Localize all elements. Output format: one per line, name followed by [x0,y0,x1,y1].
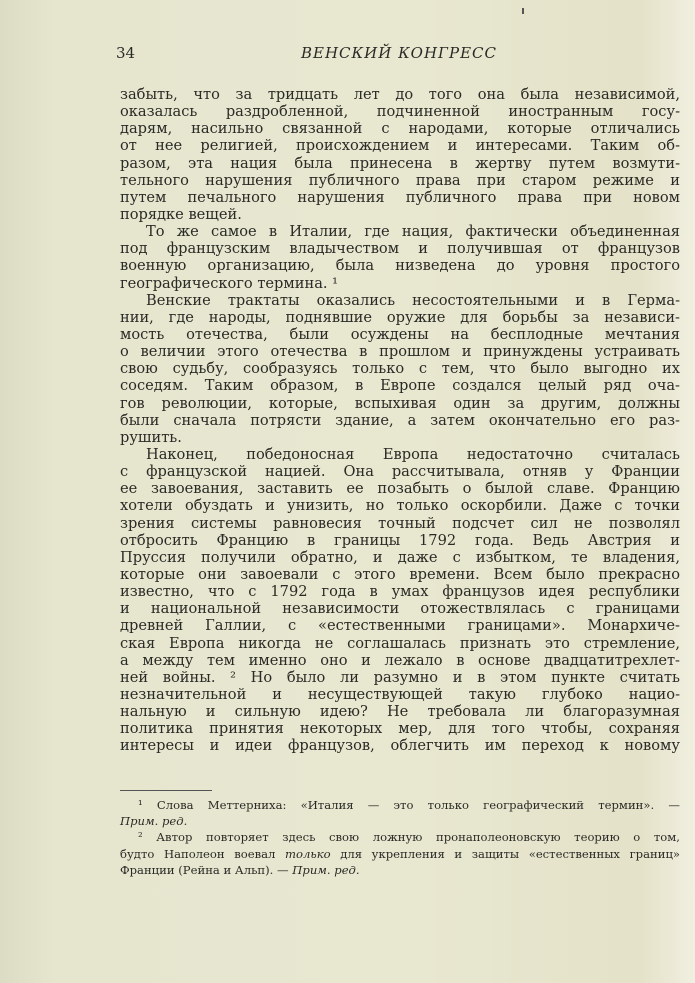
text-line: Венские трактаты оказались несостоятельными и в Герма- [146,291,680,309]
footnote-divider [120,790,212,791]
text-line: под французским владычеством и получившая от французов [120,240,680,258]
text-line: с французской нацией. Она рассчитывала, отняв у Франции [120,463,680,481]
text-line: порядке вещей. [120,205,242,223]
text-line: оказалась раздробленной, подчиненной иностранным госу- [120,103,680,121]
footnote-2 [120,829,680,845]
page-number: 34 [116,44,136,62]
text-line: Пруссия получили обратно, и даже с избытком, те владения, [120,548,680,566]
text-line: То же самое в Италии, где нация, фактически объединенная [146,223,680,241]
editor-note-sig: Прим. ред. [292,862,360,877]
text-line: незначительной и несуществующей такую глубоко нацио- [120,685,680,703]
footnote-2-emphasis: только [285,846,331,861]
text-line: отбросить Францию в границы 1792 года. Ведь Австрия и [120,531,680,549]
text-line: древней Галлии, с «естественными границами». Монархиче- [120,617,680,635]
text-line: были сначала потрясти здание, а затем окончательно его раз- [120,411,680,429]
text-line: Наконец, победоносная Европа недостаточно считалась [146,445,680,463]
text-line: соседям. Таким образом, в Европе создался целый ряд оча- [120,377,680,395]
footnotes [120,797,680,878]
footnote-2-end [120,862,680,878]
footnote-1-text: ¹ Слова Меттерниха: «Италия — это только географический термин». — [138,798,680,812]
footnote-2-text: Франции (Рейна и Альп). — [120,862,293,877]
text-line: ее завоевания, заставить ее позабыть о былой славе. Францию [120,480,680,498]
text-line: и национальной независимости отожествлялась с границами [120,600,680,618]
text-line: мость отечества, были осуждены на бесплодные мечтания [120,325,680,343]
text-line: ней войны. ² Но было ли разумно и в этом пункте считать [120,668,680,686]
footnote-1-end [120,813,680,829]
footnote-2-line [120,846,680,862]
text-line: нии, где народы, поднявшие оружие для борьбы за независи- [120,308,680,326]
footnote-2-text: будто Наполеон воевал [120,846,286,861]
text-line: тельного нарушения публичного права при старом режиме и [120,171,680,189]
text-line: свою судьбу, сообразуясь только с тем, что было выгодно их [120,360,680,378]
text-line: ская Европа никогда не соглашалась признать это стремление, [120,634,680,652]
text-line: забыть, что за тридцать лет до того она была независимой, [120,86,680,103]
running-title: ВЕНСКИЙ КОНГРЕСС [301,44,497,62]
page-header [116,44,682,66]
text-line: разом, эта нация была принесена в жертву путем возмути- [120,154,680,172]
text-line: которые они завоевали с этого времени. Всем было прекрасно [120,565,680,583]
text-line: политика принятия некоторых мер, для того чтобы, сохраняя [120,720,680,738]
text-line: путем печального нарушения публичного права при новом [120,188,680,206]
scan-speck [522,8,524,14]
text-line: военную организацию, была низведена до уровня простого [120,257,680,275]
text-line: о величии этого отечества в прошлом и принуждены устраивать [120,343,680,361]
text-line: нальную и сильную идею? Не требовала ли благоразумная [120,703,680,721]
text-line: географического термина. ¹ [120,274,339,292]
text-line: интересы и идеи французов, облегчить им переход к новому [120,737,680,755]
footnote-2-text: для укрепления и защиты «естественных границ» [330,846,681,861]
footnote-1 [120,797,680,813]
text-line: хотели обуздать и унизить, но только оскорбили. Даже с точки [120,497,680,515]
editor-note-sig: Прим. ред. [120,814,188,829]
text-line: гов революции, которые, вспыхивая один за другим, должны [120,394,680,412]
text-line: от нее религией, происхождением и интересами. Таким об- [120,137,680,155]
text-line: зрения системы равновесия точный подсчет сил не позволял [120,514,680,532]
text-line: дарям, насильно связанной с народами, которые отличались [120,120,680,138]
body-text [120,86,680,754]
text-line: а между тем именно оно и лежало в основе двадцатитрехлет- [120,651,680,669]
text-line: известно, что с 1792 года в умах французов идея республики [120,583,680,601]
text-line: рушить. [120,428,182,446]
footnote-2-text: ² Автор повторяет здесь свою ложную пронаполеоновскую теорию о том, [138,830,680,845]
